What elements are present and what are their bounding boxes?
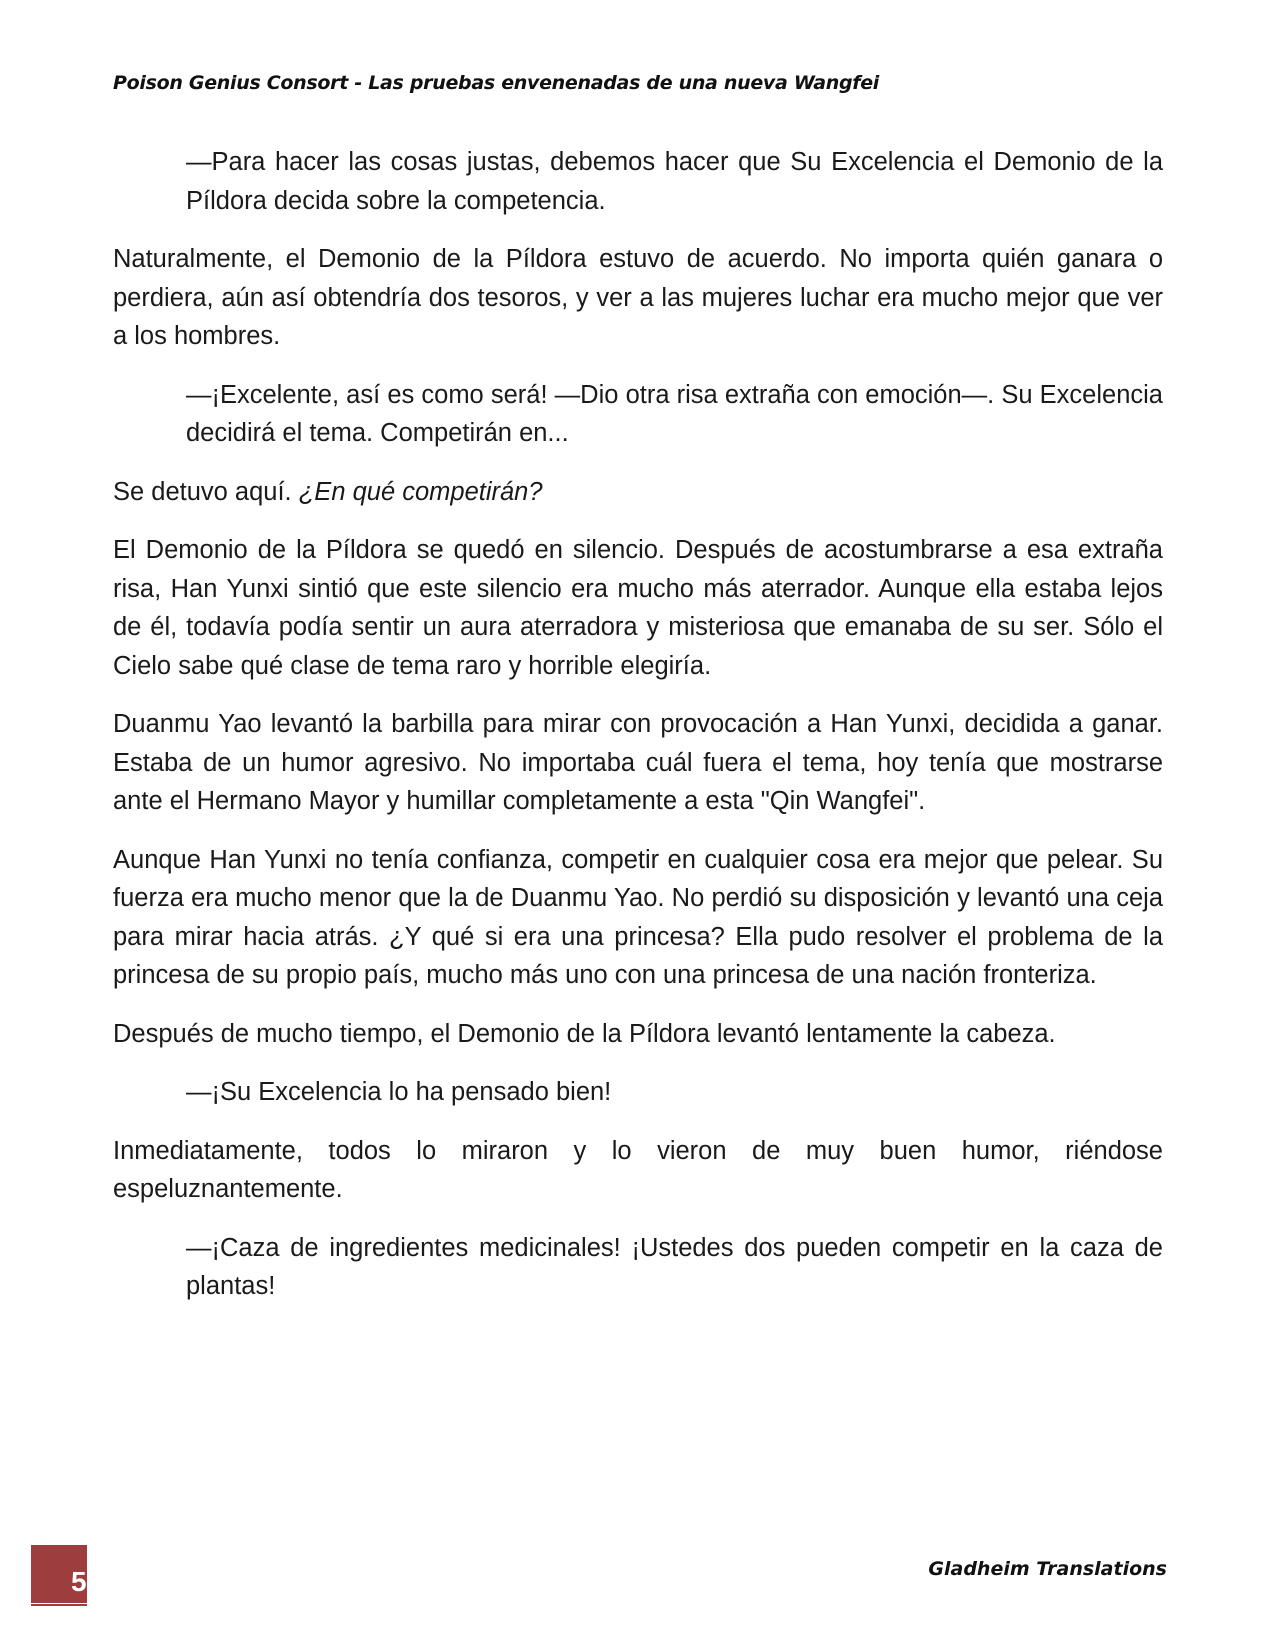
page-number: 5 — [71, 1566, 87, 1597]
paragraph-dialogue-11: —¡Caza de ingredientes medicinales! ¡Ustedes dos pueden competir en la caza de plantas! — [186, 1233, 1163, 1300]
paragraph-dialogue-3: —¡Excelente, así es como será! —Dio otra risa extraña con emoción—. Su Excelencia decidirá el tema. Competirán en... — [186, 380, 1163, 447]
footer-credit: Gladheim Translations — [928, 1558, 1167, 1580]
paragraph-dialogue-1: —Para hacer las cosas justas, debemos hacer que Su Excelencia el Demonio de la Píldora decida sobre la competencia. — [186, 148, 1163, 215]
paragraph-dialogue-9: —¡Su Excelencia lo ha pensado bien! — [186, 1078, 612, 1106]
paragraph-4 — [113, 473, 1163, 512]
paragraph-10: Inmediatamente, todos lo miraron y lo vieron de muy buen humor, riéndose espeluznantemente. — [113, 1136, 1163, 1203]
paragraph-5: El Demonio de la Píldora se quedó en silencio. Después de acostumbrarse a esa extraña risa, Han Yunxi sintió que este silencio era mucho más aterrador. Aunque ella estaba lejos de él, todavía podía sentir un aura aterradora y misteriosa que emanaba de su ser. Sólo el Cielo sabe qué clase de tema raro y horrible elegiría. — [113, 536, 1163, 680]
paragraph-7: Aunque Han Yunxi no tenía confianza, competir en cualquier cosa era mejor que pelear. Su fuerza era mucho menor que la de Duanmu Yao. No perdió su disposición y levantó una ceja para mirar hacia atrás. ¿Y qué si era una princesa? Ella pudo resolver el problema de la princesa de su propio país, mucho más uno con una princesa de una nación fronteriza. — [113, 845, 1163, 989]
running-header: Poison Genius Consort - Las pruebas envenenadas de una nueva Wangfei — [113, 72, 880, 94]
paragraph-4-plain: Se detuvo aquí. — [113, 477, 299, 506]
paragraph-2: Naturalmente, el Demonio de la Píldora estuvo de acuerdo. No importa quién ganara o perdiera, aún así obtendría dos tesoros, y ver a las mujeres luchar era mucho mejor que ver a los hombres. — [113, 245, 1163, 350]
chapter-body — [113, 143, 1163, 1326]
paragraph-8: Después de mucho tiempo, el Demonio de la Píldora levantó lentamente la cabeza. — [113, 1019, 1056, 1048]
page-number-underline — [31, 1604, 87, 1606]
paragraph-6: Duanmu Yao levantó la barbilla para mirar con provocación a Han Yunxi, decidida a ganar. Estaba de un humor agresivo. No importaba cuál fuera el tema, hoy tenía que mostrarse ante el Hermano Mayor y humillar completamente a esta "Qin Wangfei". — [113, 710, 1163, 815]
paragraph-4-italic: ¿En qué competirán? — [298, 477, 543, 506]
